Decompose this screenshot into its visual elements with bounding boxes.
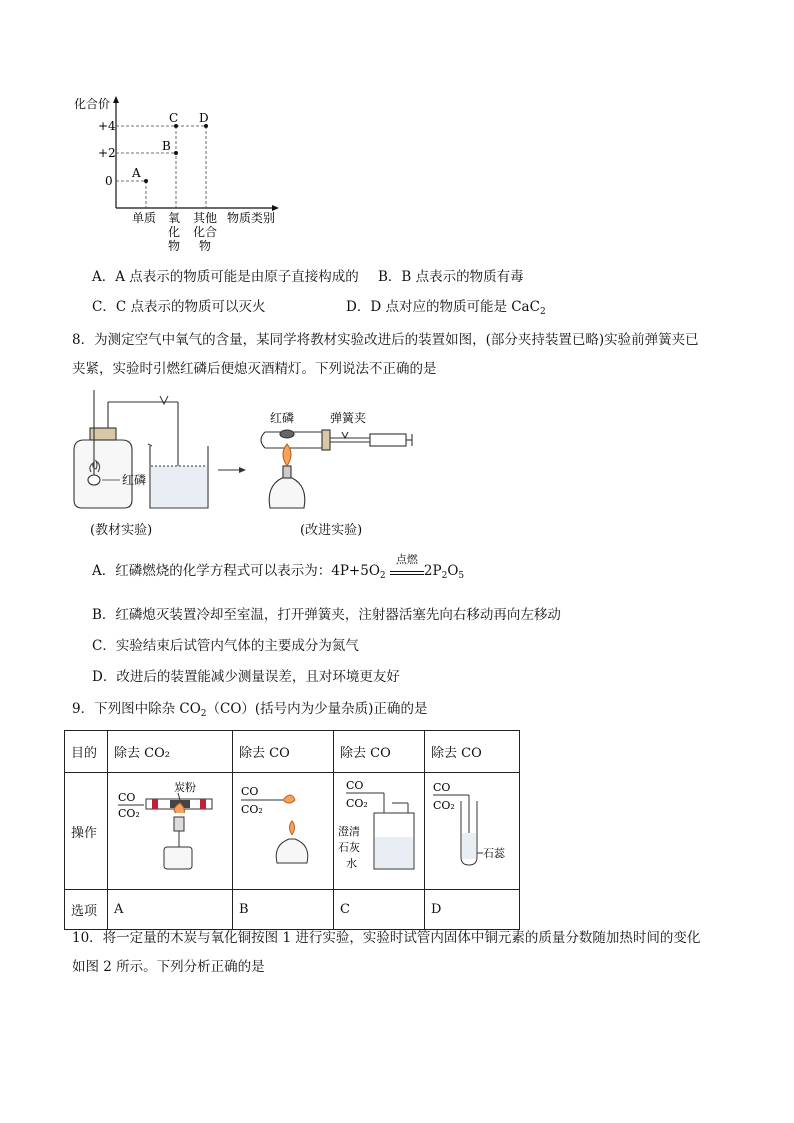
gas-washing-bottle-figure (334, 773, 424, 885)
operation-d (425, 773, 520, 890)
purpose-b: 除去 CO (233, 731, 334, 773)
point-b (174, 151, 178, 155)
svg-text:CO: CO (346, 779, 364, 792)
row-label-purpose: 目的 (65, 731, 108, 773)
fig-label-spring-clip: 弹簧夹 (330, 411, 367, 425)
q7-option-d: D．D 点对应的物质可能是 CaC$_2$ (346, 299, 546, 317)
q8-option-b: B．红磷熄灭装置冷却至室温，打开弹簧夹，注射器活塞先向右移动再向左移动 (92, 607, 561, 623)
caption-textbook: (教材实验) (90, 523, 153, 538)
point-label: C (169, 111, 179, 125)
fig-label-red-phosphorus: 红磷 (122, 473, 147, 487)
y-axis-label: 化合价 (74, 97, 111, 111)
q7-option-a: A．A 点表示的物质可能是由原子直接构成的 (92, 269, 359, 285)
improved-apparatus (261, 430, 412, 508)
y-tick: +4 (98, 119, 116, 133)
x-category: 其他 (193, 211, 218, 225)
svg-text:CO₂: CO₂ (433, 799, 455, 812)
x-category: 单质 (132, 211, 157, 225)
point-label: D (199, 111, 209, 125)
row-label-option: 选项 (65, 890, 108, 930)
x-category: 物 (168, 239, 181, 253)
x-category: 化 (168, 225, 181, 239)
svg-text:炭粉: 炭粉 (174, 781, 196, 794)
q7-option-b: B．B 点表示的物质有毒 (378, 269, 524, 285)
operation-b (233, 773, 334, 890)
q8-option-c: C．实验结束后试管内气体的主要成分为氮气 (92, 638, 359, 654)
option-b: B (233, 890, 334, 930)
burning-figure (233, 773, 333, 885)
q10-stem-line2: 如图 2 所示。下列分析正确的是 (72, 959, 265, 975)
svg-text:CO: CO (241, 785, 259, 798)
q8-option-a: A．红磷燃烧的化学方程式可以表示为：$4P+5O_2$ 点燃 $2P_2O_5$ (92, 553, 465, 581)
q8-stem-line1: 8．为测定空气中氧气的含量，某同学将教材实验改进后的装置如图，(部分夹持装置已略)实验前弹簧夹已 (72, 332, 699, 348)
option-d: D (425, 890, 520, 930)
q10-stem-line1: 10．将一定量的木炭与氧化铜按图 1 进行实验，实验时试管内固体中铜元素的质量分数随加热时间的变化 (72, 930, 701, 946)
y-tick: 0 (105, 174, 113, 188)
operation-a (108, 773, 233, 890)
caption-improved: (改进实验) (300, 523, 363, 538)
purpose-c: 除去 CO (334, 731, 425, 773)
q7-option-c: C．C 点表示的物质可以灭火 (92, 299, 266, 315)
q9-table (64, 730, 520, 930)
tube-furnace-figure (108, 773, 232, 885)
purpose-a: 除去 CO₂ (108, 731, 233, 773)
q8-stem-line2: 夹紧，实验时引燃红磷后便熄灭酒精灯。下列说法不正确的是 (72, 361, 437, 377)
point-label: A (132, 166, 141, 180)
svg-text:CO₂: CO₂ (346, 797, 368, 810)
fig-label-top-phosphorus: 红磷 (270, 411, 295, 425)
option-a: A (108, 890, 233, 930)
svg-text:石蕊: 石蕊 (483, 847, 505, 860)
q8-option-d: D．改进后的装置能减少测量误差，且对环境更友好 (92, 669, 400, 685)
q9-stem: 9．下列图中除杂 $CO_2(CO)$(括号内为少量杂质)正确的是 (72, 701, 428, 719)
point-a (144, 179, 148, 183)
svg-text:CO₂: CO₂ (241, 803, 263, 816)
svg-text:石灰: 石灰 (338, 841, 360, 854)
option-c: C (334, 890, 425, 930)
svg-text:水: 水 (346, 857, 357, 870)
x-category: 物质类别 (227, 211, 276, 225)
x-category: 化合 (193, 225, 218, 239)
valence-chart (60, 90, 300, 255)
operation-c (334, 773, 425, 890)
point-label: B (162, 139, 171, 153)
svg-text:CO: CO (118, 791, 136, 804)
litmus-tube-figure (425, 773, 519, 885)
svg-text:CO₂: CO₂ (118, 807, 140, 820)
x-category: 物 (199, 239, 212, 253)
svg-text:澄清: 澄清 (338, 825, 360, 838)
x-category: 氧 (168, 211, 181, 225)
purpose-d: 除去 CO (425, 731, 520, 773)
y-tick: +2 (98, 146, 116, 160)
row-label-operation: 操作 (65, 773, 108, 890)
svg-text:CO: CO (433, 781, 451, 794)
